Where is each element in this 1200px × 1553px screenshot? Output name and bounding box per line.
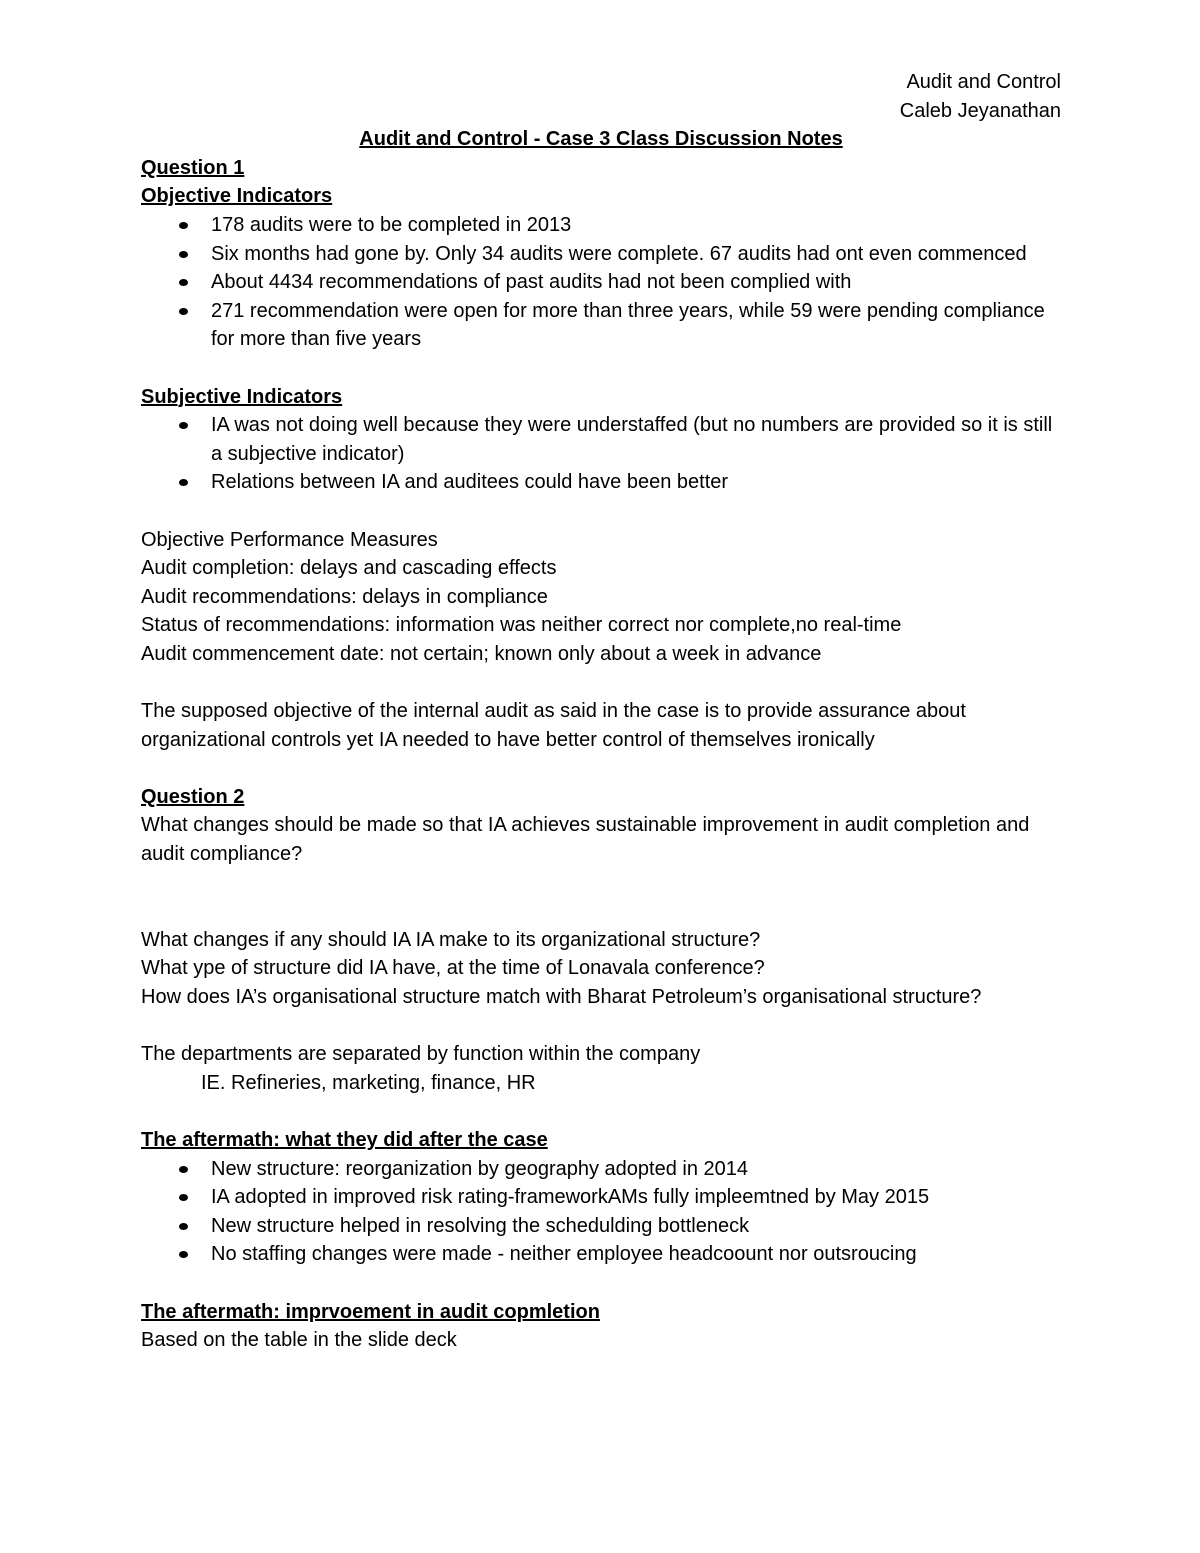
objective-indicators-heading: Objective Indicators <box>141 185 333 208</box>
bullet-icon <box>179 479 188 486</box>
measure-line: Status of recommendations: information was neither correct nor complete,no real-time <box>141 614 902 637</box>
document-page <box>141 68 1061 1355</box>
measure-line: Audit commencement date: not certain; known only about a week in advance <box>141 642 822 665</box>
list-item: IA adopted in improved risk rating-frameworkAMs fully impleemtned by May 2015 <box>211 1183 1061 1212</box>
bullet-icon <box>179 422 188 429</box>
objective-indicators-list <box>141 211 1061 354</box>
header-author: Caleb Jeyanathan <box>899 99 1061 122</box>
list-item: New structure helped in resolving the schedulding bottleneck <box>211 1212 1061 1241</box>
aftermath-completion-text: Based on the table in the slide deck <box>141 1329 457 1352</box>
bullet-icon <box>179 308 188 315</box>
subjective-indicators-list <box>141 411 1061 497</box>
question-1-conclusion: The supposed objective of the internal audit as said in the case is to provide assurance about organizational controls yet IA needed to have better control of themselves ironically <box>141 700 966 751</box>
aftermath-completion-heading: The aftermath: imprvoement in audit copmletion <box>141 1300 600 1323</box>
bullet-icon <box>179 222 188 229</box>
list-item: Six months had gone by. Only 34 audits were complete. 67 audits had ont even commenced <box>211 240 1061 269</box>
list-item: 178 audits were to be completed in 2013 <box>211 211 1061 240</box>
bullet-icon <box>179 1223 188 1230</box>
list-item: 271 recommendation were open for more than three years, while 59 were pending compliance for more than five years <box>211 297 1061 354</box>
list-item: About 4434 recommendations of past audits had not been complied with <box>211 268 1061 297</box>
departments-examples: IE. Refineries, marketing, finance, HR <box>201 1071 536 1094</box>
list-item: No staffing changes were made - neither employee headcoount nor outsroucing <box>211 1240 1061 1269</box>
question-2-text: What changes should be made so that IA achieves sustainable improvement in audit completion and audit compliance? <box>141 814 1030 866</box>
header-course: Audit and Control <box>906 71 1061 93</box>
aftermath-actions-list <box>141 1155 1061 1269</box>
sub-question: What changes if any should IA IA make to its organizational structure? <box>141 928 761 951</box>
list-item: New structure: reorganization by geography adopted in 2014 <box>211 1155 1061 1184</box>
aftermath-actions-heading: The aftermath: what they did after the case <box>141 1128 548 1151</box>
list-item: IA was not doing well because they were understaffed (but no numbers are provided so it is still a subjective indicator) <box>211 411 1061 468</box>
document-title: Audit and Control - Case 3 Class Discussion Notes <box>359 128 843 151</box>
bullet-icon <box>179 251 188 258</box>
bullet-icon <box>179 1251 188 1258</box>
bullet-icon <box>179 1194 188 1201</box>
list-item: Relations between IA and auditees could have been better <box>211 468 1061 497</box>
sub-question: What ype of structure did IA have, at the time of Lonavala conference? <box>141 957 765 980</box>
subjective-indicators-heading: Subjective Indicators <box>141 385 343 408</box>
bullet-icon <box>179 1166 188 1173</box>
departments-text: The departments are separated by function within the company <box>141 1043 701 1066</box>
bullet-icon <box>179 279 188 286</box>
question-1-heading: Question 1 <box>141 156 245 179</box>
measure-line: Audit recommendations: delays in compliance <box>141 585 548 608</box>
measures-title: Objective Performance Measures <box>141 528 438 551</box>
measure-line: Audit completion: delays and cascading effects <box>141 557 557 580</box>
question-2-heading: Question 2 <box>141 785 245 808</box>
sub-question: How does IA’s organisational structure match with Bharat Petroleum’s organisational structure? <box>141 986 982 1008</box>
